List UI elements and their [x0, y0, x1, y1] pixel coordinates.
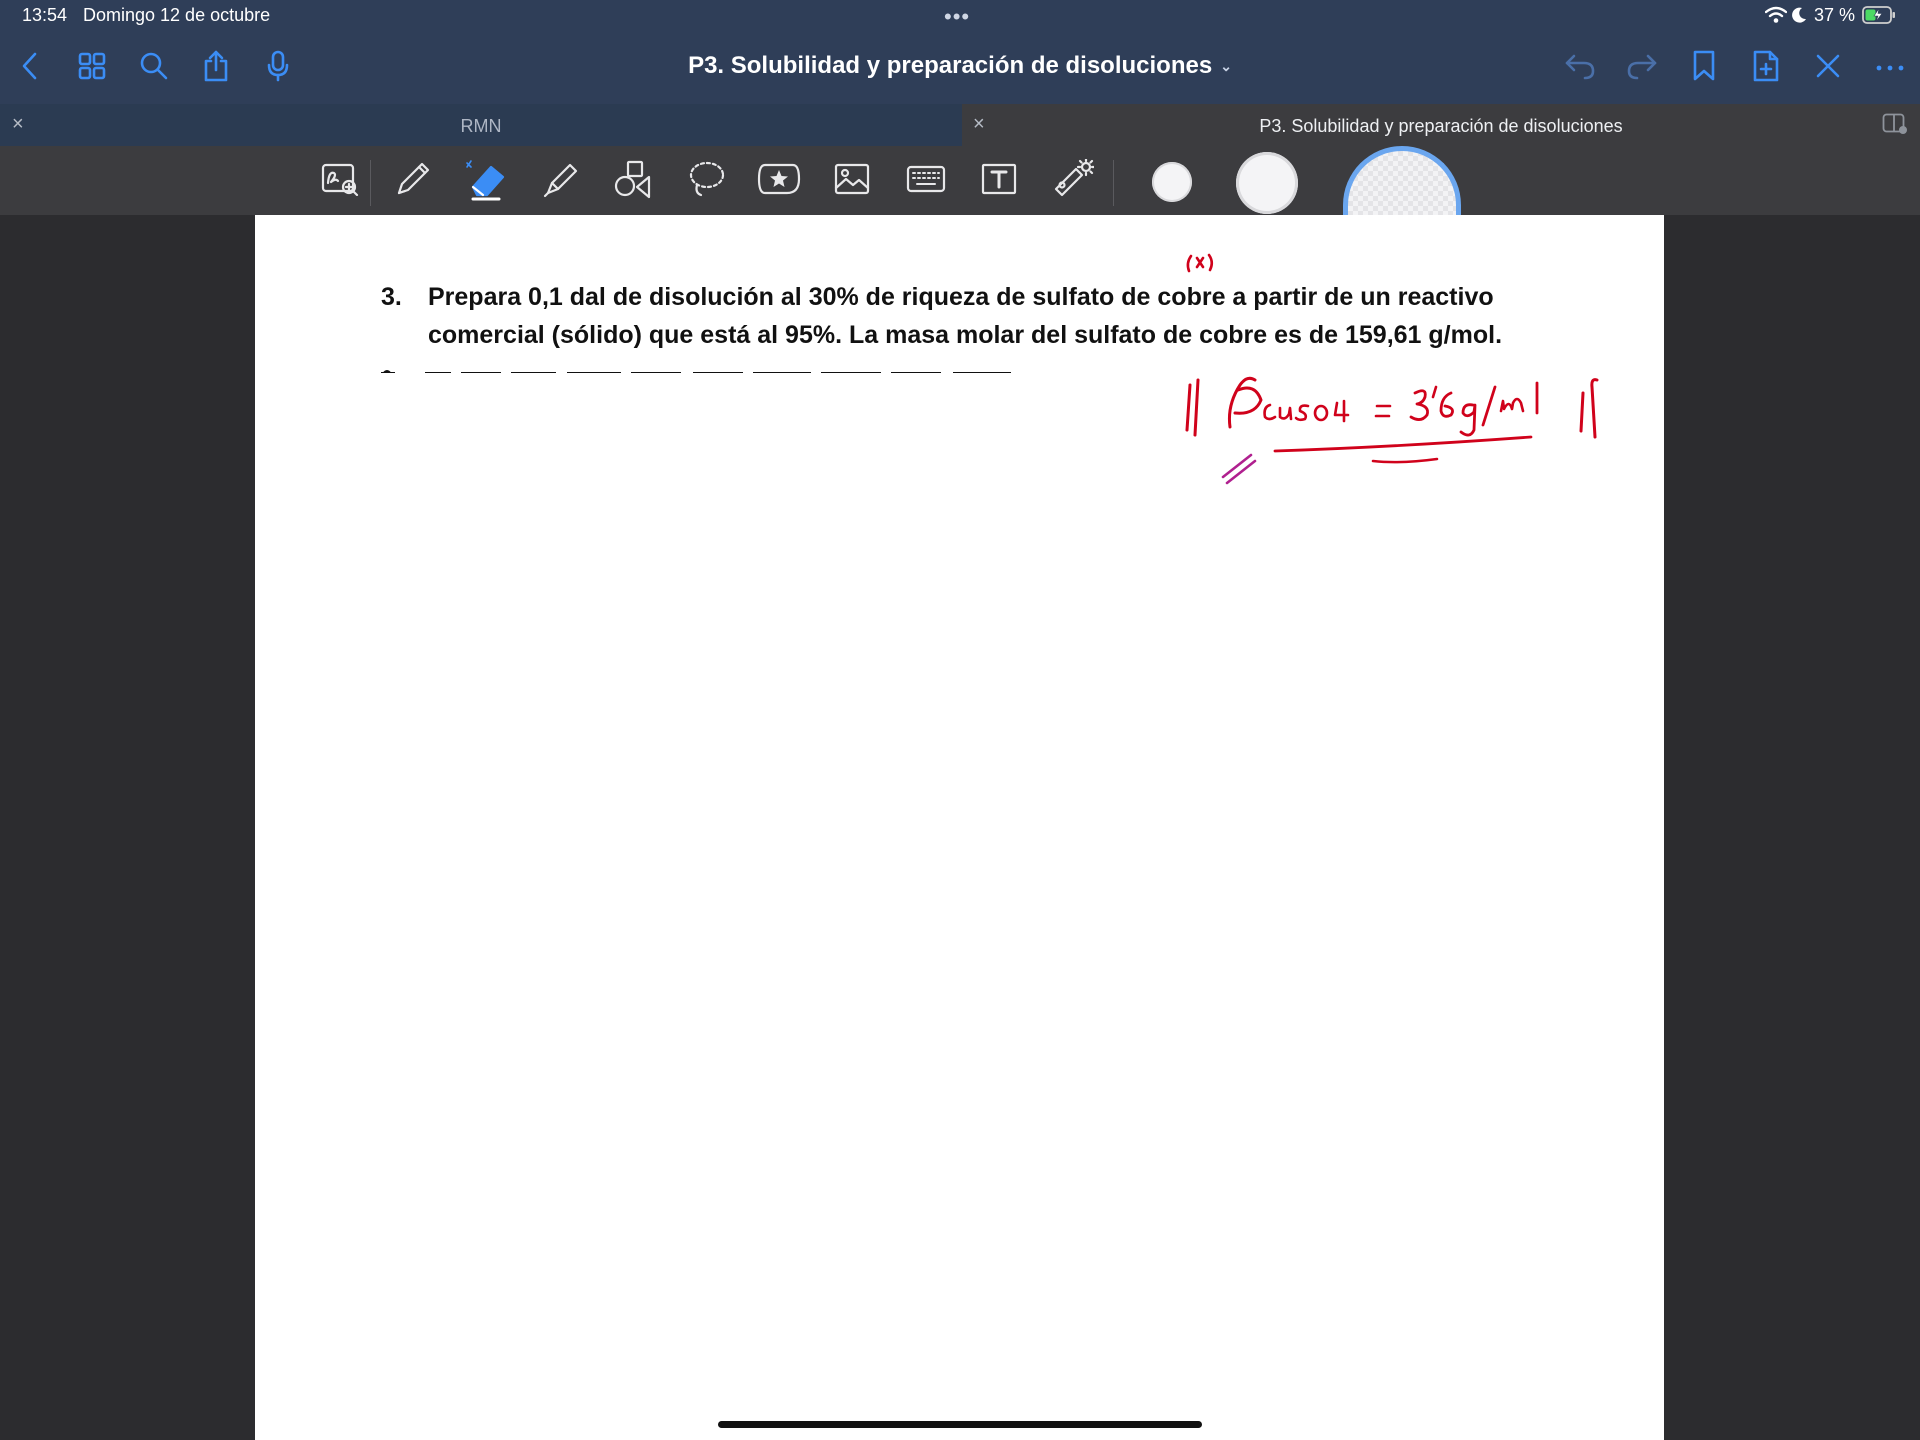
bookmark-button[interactable]	[1684, 48, 1724, 88]
search-button[interactable]	[134, 48, 174, 88]
wifi-icon	[1765, 6, 1787, 29]
zoom-window-icon	[321, 162, 359, 201]
text-box-icon	[979, 161, 1019, 202]
image-icon	[833, 162, 871, 201]
eraser-size-medium[interactable]	[1236, 152, 1298, 214]
annotation-toolbar	[0, 146, 1920, 215]
eraser-size-small[interactable]	[1152, 162, 1192, 202]
question-3-number: 3.	[381, 283, 402, 311]
document-title: P3. Solubilidad y preparación de disoluciones	[688, 52, 1213, 79]
eraser-icon	[463, 157, 507, 206]
highlighter-tool[interactable]	[537, 158, 583, 204]
undo-button[interactable]	[1560, 48, 1600, 88]
dictation-button[interactable]	[258, 48, 298, 88]
sidebar-toggle-icon[interactable]	[1882, 113, 1908, 140]
home-indicator[interactable]	[718, 1421, 1202, 1428]
search-icon	[139, 51, 169, 86]
eraser-tool[interactable]	[462, 158, 508, 204]
laser-pointer-icon	[1050, 159, 1094, 204]
handwritten-annotation	[255, 215, 1664, 515]
close-icon	[1815, 53, 1841, 84]
status-date: Domingo 12 de octubre	[83, 5, 271, 25]
thumbnails-button[interactable]	[72, 48, 112, 88]
battery-percentage: 37 %	[1814, 5, 1856, 25]
back-button[interactable]	[10, 48, 50, 88]
redo-icon	[1626, 52, 1658, 85]
question-3-text-line-2: comercial (sólido) que está al 95%. La masa molar del sulfato de cobre es de 159,61 g/mol.	[428, 321, 1503, 349]
text-box-tool[interactable]	[976, 158, 1022, 204]
lasso-icon	[687, 159, 727, 204]
tab-rmn-label: RMN	[460, 116, 502, 136]
microphone-icon	[266, 50, 290, 87]
tab-rmn-close-icon[interactable]: ×	[12, 113, 24, 135]
laser-pointer-tool[interactable]	[1049, 158, 1095, 204]
question-3-text-line-1: Prepara 0,1 dal de disolución al 30% de riqueza de sulfato de cobre a partir de un reactivo	[428, 283, 1494, 311]
close-document-button[interactable]	[1808, 48, 1848, 88]
pen-icon	[393, 159, 433, 204]
keyboard-tool[interactable]	[903, 158, 949, 204]
redo-button[interactable]	[1622, 48, 1662, 88]
sticker-tool[interactable]	[756, 158, 802, 204]
pen-tool[interactable]	[390, 158, 436, 204]
keyboard-icon	[906, 164, 946, 199]
zoom-window-tool[interactable]	[317, 158, 363, 204]
multitasking-dots[interactable]: •••	[944, 4, 971, 29]
ellipsis-icon	[1875, 59, 1905, 77]
chevron-down-icon: ⌄	[1220, 58, 1232, 75]
toolbar-divider	[370, 160, 371, 206]
image-tool[interactable]	[829, 158, 875, 204]
tab-p3-label: P3. Solubilidad y preparación de disoluciones	[1259, 116, 1623, 136]
battery-charging-icon	[1862, 6, 1896, 29]
more-options-button[interactable]	[1870, 48, 1910, 88]
toolbar-divider	[1113, 160, 1114, 206]
undo-icon	[1564, 52, 1596, 85]
shapes-tool[interactable]	[610, 158, 656, 204]
bookmark-icon	[1692, 50, 1716, 87]
tab-p3-close-icon[interactable]: ×	[973, 113, 985, 135]
shapes-icon	[613, 159, 653, 204]
document-page[interactable]	[255, 215, 1664, 1440]
highlighter-icon	[540, 159, 580, 204]
share-icon	[202, 50, 230, 87]
lasso-tool[interactable]	[684, 158, 730, 204]
status-time: 13:54	[22, 5, 68, 25]
do-not-disturb-moon-icon	[1790, 6, 1808, 29]
document-title-menu[interactable]	[560, 52, 1360, 80]
chevron-left-icon	[20, 51, 40, 86]
add-page-icon	[1752, 50, 1780, 87]
share-button[interactable]	[196, 48, 236, 88]
sticker-icon	[757, 161, 801, 202]
add-page-button[interactable]	[1746, 48, 1786, 88]
grid-icon	[78, 52, 106, 85]
